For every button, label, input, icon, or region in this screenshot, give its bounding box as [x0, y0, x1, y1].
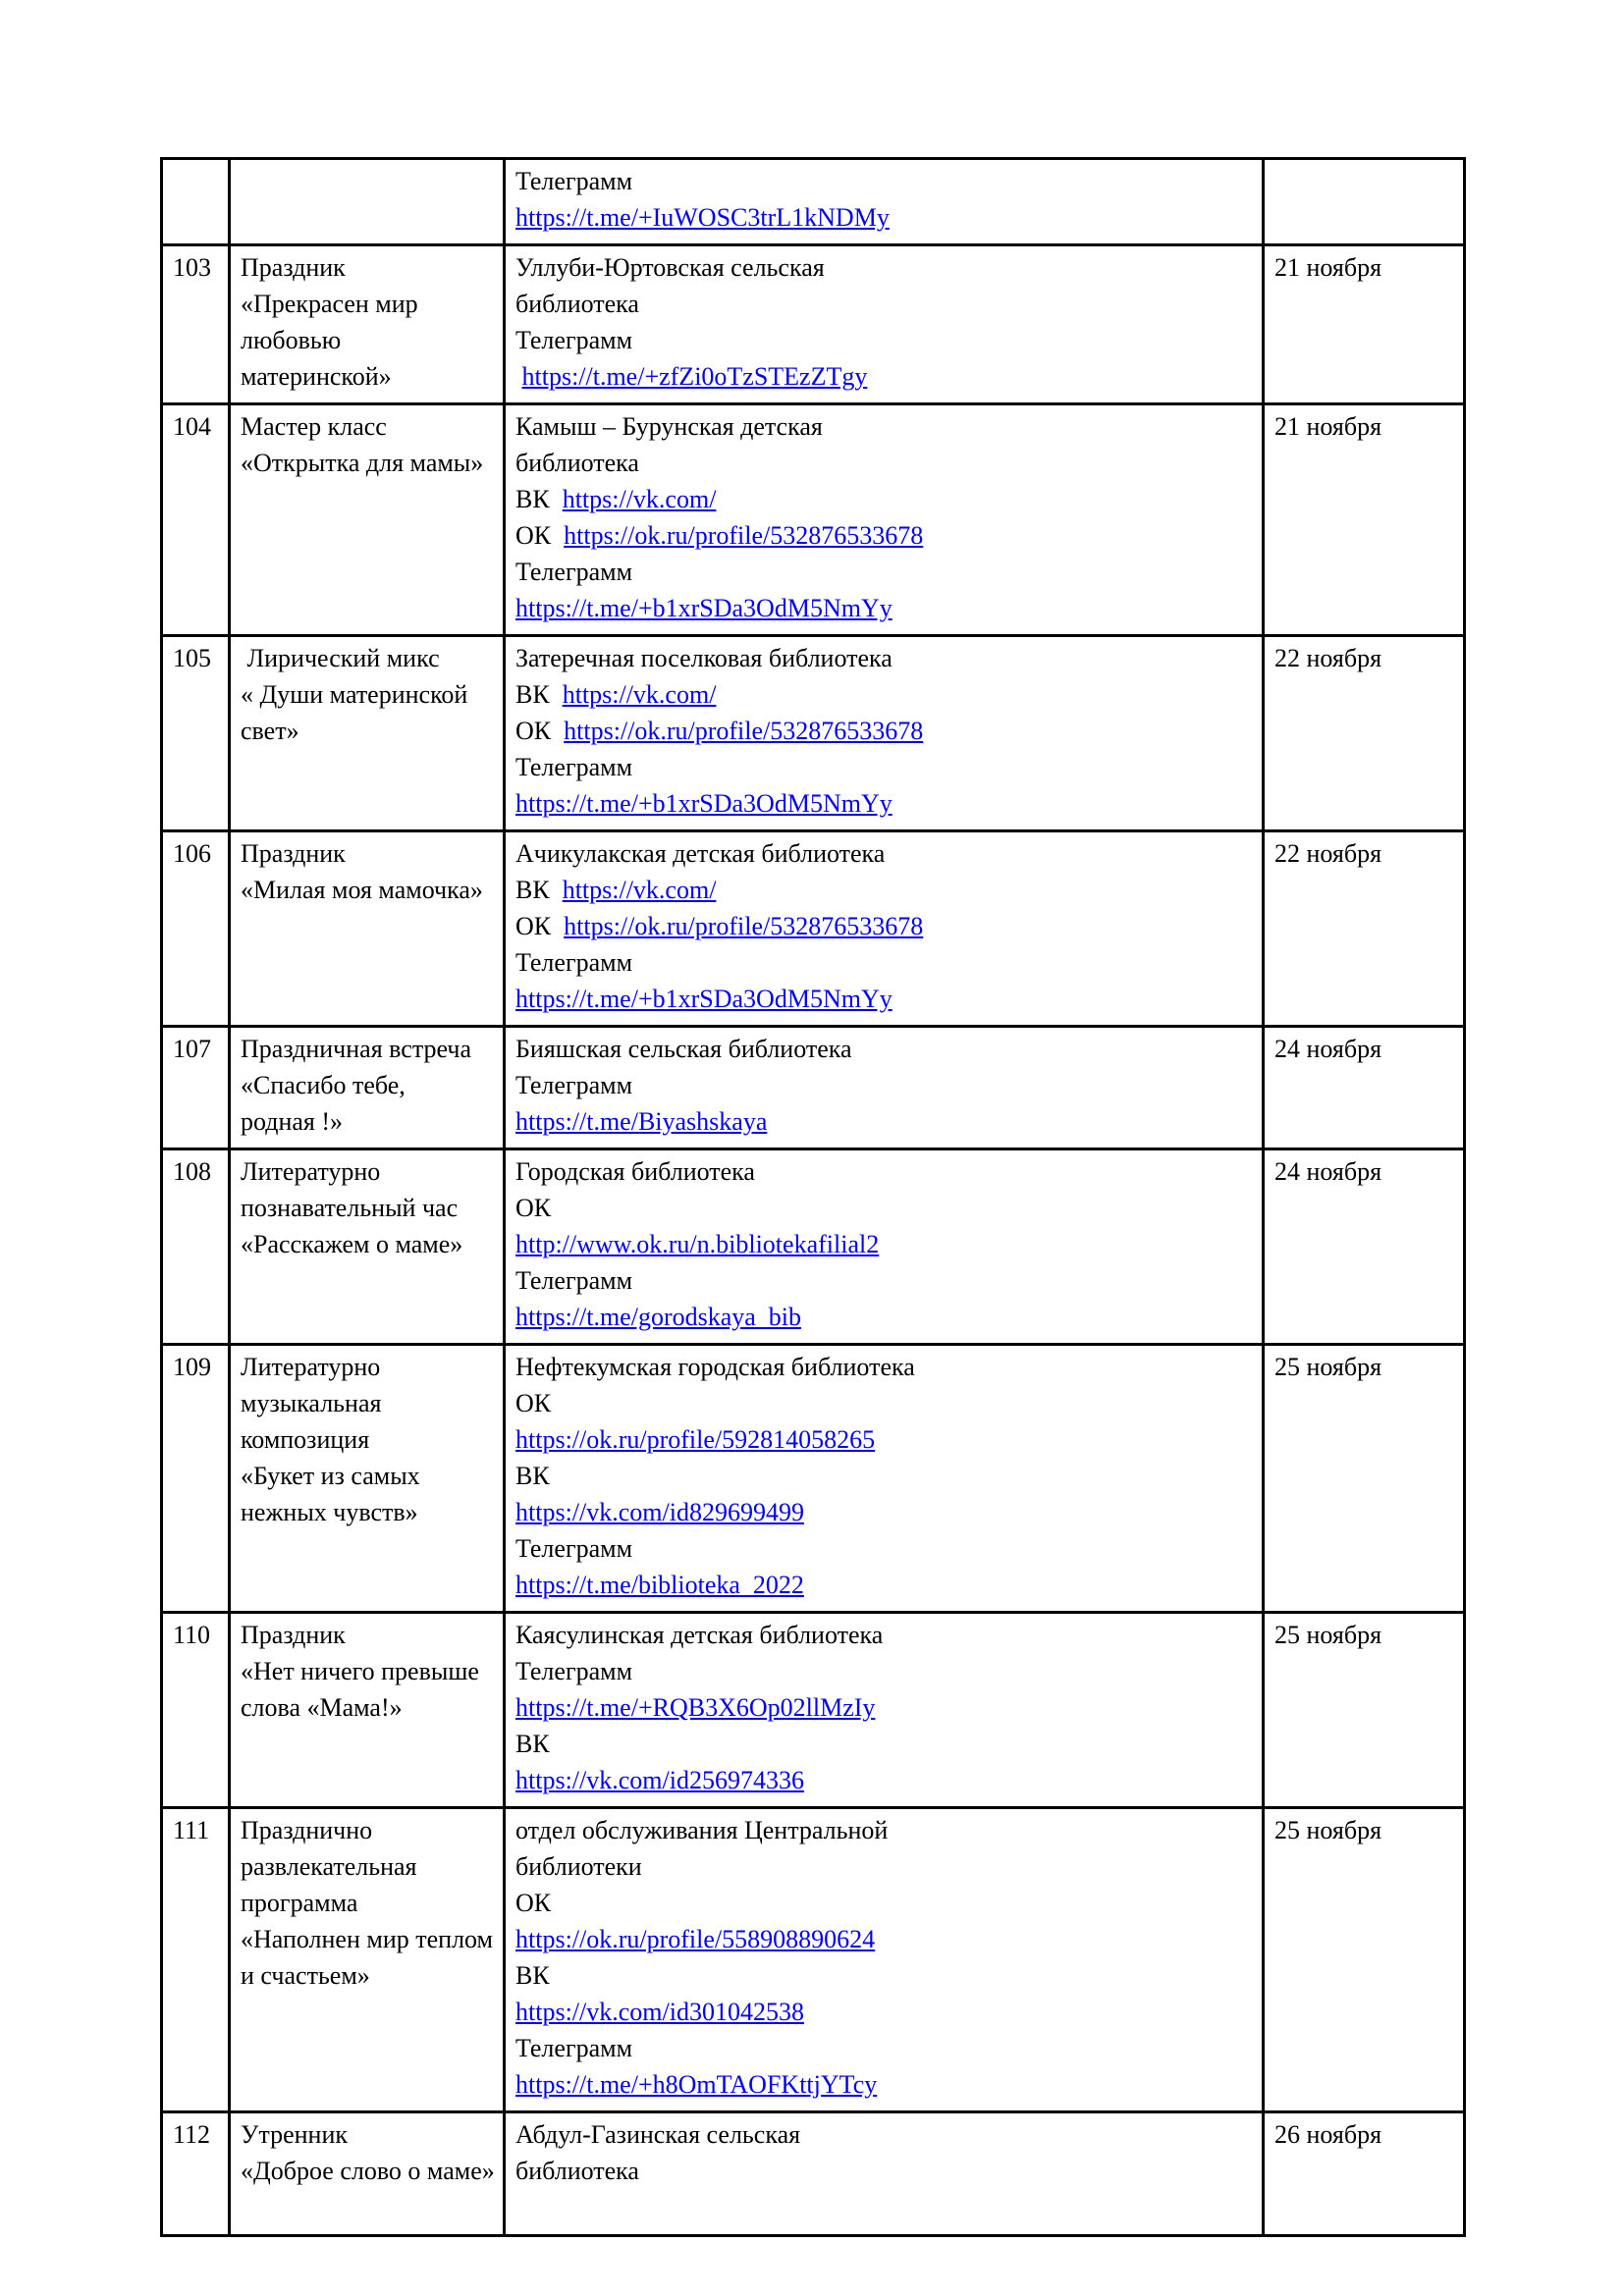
info-text: ВК — [515, 876, 563, 904]
event-title-line: Праздничная встреча — [241, 1035, 472, 1063]
venue-links-cell — [505, 1345, 1264, 1613]
telegram-link[interactable]: https://t.me/biblioteka_2022 — [515, 1571, 804, 1599]
table-row — [162, 245, 1465, 404]
venue-links-cell — [505, 1027, 1264, 1149]
event-title-line: любовью материнской» — [241, 326, 392, 391]
info-text: библиотеки — [515, 1852, 642, 1881]
info-line — [515, 1494, 1256, 1530]
ok-link[interactable]: https://ok.ru/profile/558908890624 — [515, 1925, 876, 1953]
telegram-link[interactable]: https://t.me/+b1xrSDa3OdM5NmYy — [515, 789, 893, 818]
info-text: Телеграмм — [515, 326, 633, 354]
info-line — [515, 835, 1256, 872]
row-number: 110 — [173, 1621, 211, 1649]
row-number-cell — [162, 1027, 230, 1149]
events-table-body — [162, 159, 1465, 2236]
info-line — [515, 1957, 1256, 1994]
event-date: 21 ноября — [1274, 253, 1382, 282]
info-line — [515, 1226, 1256, 1262]
date-cell — [1264, 1345, 1465, 1613]
events-table — [160, 157, 1466, 2237]
info-line — [515, 517, 1256, 554]
info-line — [515, 554, 1256, 590]
event-title-line: Утренник — [241, 2120, 349, 2149]
info-text: Телеграмм — [515, 753, 633, 781]
date-cell — [1264, 404, 1465, 636]
info-line — [515, 1031, 1256, 1067]
row-number-cell — [162, 1345, 230, 1613]
event-title-line: развлекательная — [241, 1852, 417, 1881]
row-number — [173, 163, 222, 199]
event-title-line: родная !» — [241, 1107, 344, 1136]
vk-link[interactable]: https://vk.com/ — [562, 680, 717, 709]
info-text: Телеграмм — [515, 2034, 633, 2062]
info-line — [515, 2066, 1256, 2103]
info-text: ОК — [515, 1194, 552, 1222]
info-line — [515, 249, 1256, 286]
telegram-link[interactable]: https://t.me/+IuWOSC3trL1kNDMy — [515, 203, 890, 232]
info-line — [515, 1617, 1256, 1653]
info-line — [515, 1653, 1256, 1689]
telegram-link[interactable]: https://t.me/+b1xrSDa3OdM5NmYy — [515, 594, 893, 622]
info-line — [515, 481, 1256, 517]
table-row — [162, 636, 1465, 831]
venue-links-cell — [505, 245, 1264, 404]
info-line — [515, 2030, 1256, 2066]
info-line — [515, 713, 1256, 749]
row-number: 108 — [173, 1157, 211, 1186]
table-row — [162, 1613, 1465, 1808]
info-line — [515, 676, 1256, 713]
info-line — [515, 1921, 1256, 1957]
event-date — [1274, 163, 1457, 199]
info-text: Телеграмм — [515, 1657, 633, 1685]
event-title-cell — [230, 1149, 505, 1345]
telegram-link[interactable]: https://t.me/+b1xrSDa3OdM5NmYy — [515, 985, 893, 1013]
vk-link[interactable]: https://vk.com/ — [562, 876, 717, 904]
info-line — [515, 358, 1256, 395]
row-number: 104 — [173, 412, 211, 441]
info-line — [515, 1153, 1256, 1190]
info-text: библиотека — [515, 449, 639, 477]
table-row — [162, 1345, 1465, 1613]
row-number-cell — [162, 245, 230, 404]
event-date: 25 ноября — [1274, 1816, 1382, 1844]
info-text: Телеграмм — [515, 948, 633, 977]
event-title-line: Мастер класс — [241, 412, 387, 441]
row-number-cell — [162, 159, 230, 245]
ok-link[interactable]: https://ok.ru/profile/532876533678 — [564, 717, 924, 745]
date-cell — [1264, 831, 1465, 1027]
event-title-line: Праздник — [241, 253, 346, 282]
info-text: ВК — [515, 680, 563, 709]
info-line — [515, 1299, 1256, 1335]
event-title-cell — [230, 1808, 505, 2112]
info-text: Телеграмм — [515, 1266, 633, 1295]
info-line — [515, 1262, 1256, 1299]
info-text: Нефтекумская городская библиотека — [515, 1353, 915, 1381]
event-title-line: «Милая моя мамочка» — [241, 876, 483, 904]
event-title-line: Праздник — [241, 1621, 346, 1649]
event-title-cell — [230, 831, 505, 1027]
info-line — [515, 1885, 1256, 1921]
event-title-line: Праздник — [241, 839, 346, 868]
info-text: Городская библиотека — [515, 1157, 755, 1186]
event-title-cell — [230, 636, 505, 831]
row-number-cell — [162, 2112, 230, 2236]
vk-link[interactable]: https://vk.com/id256974336 — [515, 1766, 804, 1794]
table-row — [162, 1027, 1465, 1149]
telegram-link[interactable]: https://t.me/+RQB3X6Op02llMzIy — [515, 1693, 876, 1722]
info-line — [515, 1067, 1256, 1103]
event-title-line: Литературно — [241, 1353, 381, 1381]
info-text: ВК — [515, 485, 563, 513]
row-number-cell — [162, 1808, 230, 2112]
table-row — [162, 1808, 1465, 2112]
info-text: ВК — [515, 1961, 550, 1990]
venue-links-cell — [505, 636, 1264, 831]
row-number-cell — [162, 636, 230, 831]
info-text: Телеграмм — [515, 558, 633, 586]
info-line — [515, 408, 1256, 445]
event-title-line: «Спасибо тебе, — [241, 1071, 406, 1099]
event-date: 22 ноября — [1274, 644, 1382, 672]
info-text: отдел обслуживания Центральной — [515, 1816, 889, 1844]
event-date: 22 ноября — [1274, 839, 1382, 868]
info-text: Каясулинская детская библиотека — [515, 1621, 884, 1649]
table-row — [162, 831, 1465, 1027]
info-line — [515, 640, 1256, 676]
info-line — [515, 785, 1256, 822]
row-number-cell — [162, 404, 230, 636]
row-number: 112 — [173, 2120, 211, 2149]
event-date: 26 ноября — [1274, 2120, 1382, 2149]
event-title-line: «Нет ничего превыше — [241, 1657, 479, 1685]
vk-link[interactable]: https://vk.com/ — [562, 485, 717, 513]
event-date: 21 ноября — [1274, 412, 1382, 441]
ok-link[interactable]: https://ok.ru/profile/592814058265 — [515, 1425, 876, 1454]
date-cell — [1264, 2112, 1465, 2236]
info-line — [515, 1567, 1256, 1603]
info-line — [515, 944, 1256, 981]
row-number: 111 — [173, 1816, 210, 1844]
vk-link[interactable]: https://vk.com/id301042538 — [515, 1998, 804, 2026]
info-line — [515, 1689, 1256, 1726]
telegram-link[interactable]: https://t.me/+zfZi0oTzSTEzZTgy — [521, 362, 868, 391]
info-text: Уллуби-Юртовская сельская — [515, 253, 825, 282]
info-line — [515, 1762, 1256, 1798]
event-date: 24 ноября — [1274, 1035, 1382, 1063]
event-title-line: композиция — [241, 1425, 370, 1454]
row-number: 103 — [173, 253, 211, 282]
event-title-line: слова «Мама!» — [241, 1693, 403, 1722]
event-title-cell — [230, 2112, 505, 2236]
date-cell — [1264, 1613, 1465, 1808]
info-line — [515, 1190, 1256, 1226]
ok-link[interactable]: http://www.ok.ru/n.bibliotekafilial2 — [515, 1230, 880, 1258]
info-text: Камыш – Бурунская детская — [515, 412, 823, 441]
event-title-line: « Души материнской — [241, 680, 468, 709]
info-line — [515, 163, 1256, 199]
info-line — [515, 749, 1256, 785]
row-number: 109 — [173, 1353, 211, 1381]
info-line — [515, 1458, 1256, 1494]
info-line — [515, 286, 1256, 322]
info-line — [515, 1103, 1256, 1140]
event-title-line: нежных чувств» — [241, 1498, 418, 1526]
table-row — [162, 1149, 1465, 1345]
telegram-link[interactable]: https://t.me/gorodskaya_bib — [515, 1303, 802, 1331]
telegram-link[interactable]: https://t.me/Biyashskaya — [515, 1107, 768, 1136]
row-number: 106 — [173, 839, 211, 868]
date-cell — [1264, 159, 1465, 245]
table-row — [162, 404, 1465, 636]
event-title-line: Литературно — [241, 1157, 381, 1186]
event-title-cell — [230, 404, 505, 636]
info-line — [515, 1349, 1256, 1385]
info-line — [515, 981, 1256, 1017]
info-line — [515, 1994, 1256, 2030]
info-line — [515, 590, 1256, 626]
event-title-line: «Наполнен мир теплом — [241, 1925, 494, 1953]
info-text: библиотека — [515, 2157, 639, 2185]
info-text: ОК — [515, 912, 565, 940]
event-title-cell — [230, 159, 505, 245]
event-title-line: «Открытка для мамы» — [241, 449, 484, 477]
row-number-cell — [162, 1149, 230, 1345]
info-text: Бияшская сельская библиотека — [515, 1035, 852, 1063]
event-title-line: свет» — [241, 717, 299, 745]
info-text: ОК — [515, 1389, 552, 1417]
event-title-line: музыкальная — [241, 1389, 382, 1417]
event-date: 24 ноября — [1274, 1157, 1382, 1186]
venue-links-cell — [505, 159, 1264, 245]
info-text: Телеграмм — [515, 1534, 633, 1563]
info-text: Абдул-Газинская сельская — [515, 2120, 801, 2149]
row-number: 107 — [173, 1035, 211, 1063]
event-date: 25 ноября — [1274, 1353, 1382, 1381]
telegram-link[interactable]: https://t.me/+h8OmTAOFKttjYTcy — [515, 2070, 878, 2099]
venue-links-cell — [505, 1149, 1264, 1345]
info-line — [515, 908, 1256, 944]
info-line — [515, 2153, 1256, 2189]
info-text: ВК — [515, 1730, 550, 1758]
date-cell — [1264, 1149, 1465, 1345]
vk-link[interactable]: https://vk.com/id829699499 — [515, 1498, 804, 1526]
info-text: ОК — [515, 717, 565, 745]
info-text: библиотека — [515, 290, 639, 318]
ok-link[interactable]: https://ok.ru/profile/532876533678 — [564, 912, 924, 940]
event-title-cell — [230, 1613, 505, 1808]
event-title-line: и счастьем» — [241, 1961, 370, 1990]
venue-links-cell — [505, 1613, 1264, 1808]
info-line — [515, 199, 1256, 236]
info-text: Телеграмм — [515, 167, 633, 195]
venue-links-cell — [505, 2112, 1264, 2236]
info-text: Ачикулакская детская библиотека — [515, 839, 886, 868]
info-text: Телеграмм — [515, 1071, 633, 1099]
event-title-line: Лирический микс — [241, 644, 440, 672]
row-number-cell — [162, 1613, 230, 1808]
info-line — [515, 1848, 1256, 1885]
info-line — [515, 1726, 1256, 1762]
info-text: ОК — [515, 1889, 552, 1917]
info-line — [515, 322, 1256, 358]
info-text: ОК — [515, 521, 565, 550]
date-cell — [1264, 1808, 1465, 2112]
event-title-cell — [230, 1345, 505, 1613]
info-line — [515, 1385, 1256, 1421]
info-line — [515, 1812, 1256, 1848]
info-line — [515, 1530, 1256, 1567]
date-cell — [1264, 636, 1465, 831]
info-text: ВК — [515, 1462, 550, 1490]
event-title-line: «Доброе слово о маме» — [241, 2157, 495, 2185]
row-number-cell — [162, 831, 230, 1027]
event-date: 25 ноября — [1274, 1621, 1382, 1649]
venue-links-cell — [505, 831, 1264, 1027]
date-cell — [1264, 245, 1465, 404]
event-title-cell — [230, 1027, 505, 1149]
event-title-cell — [230, 245, 505, 404]
info-line — [515, 872, 1256, 908]
event-title-line: «Прекрасен мир — [241, 290, 418, 318]
event-title-line: программа — [241, 1889, 358, 1917]
venue-links-cell — [505, 404, 1264, 636]
event-title-line: познавательный час — [241, 1194, 459, 1222]
ok-link[interactable]: https://ok.ru/profile/532876533678 — [564, 521, 924, 550]
table-row — [162, 2112, 1465, 2236]
venue-links-cell — [505, 1808, 1264, 2112]
table-row — [162, 159, 1465, 245]
row-number: 105 — [173, 644, 211, 672]
date-cell — [1264, 1027, 1465, 1149]
info-text: Затеречная поселковая библиотека — [515, 644, 893, 672]
info-line — [515, 1421, 1256, 1458]
event-title-line: «Букет из самых — [241, 1462, 420, 1490]
info-line — [515, 2116, 1256, 2153]
event-title-line: «Расскажем о маме» — [241, 1230, 463, 1258]
event-title-line: Празднично — [241, 1816, 373, 1844]
info-line — [515, 445, 1256, 481]
